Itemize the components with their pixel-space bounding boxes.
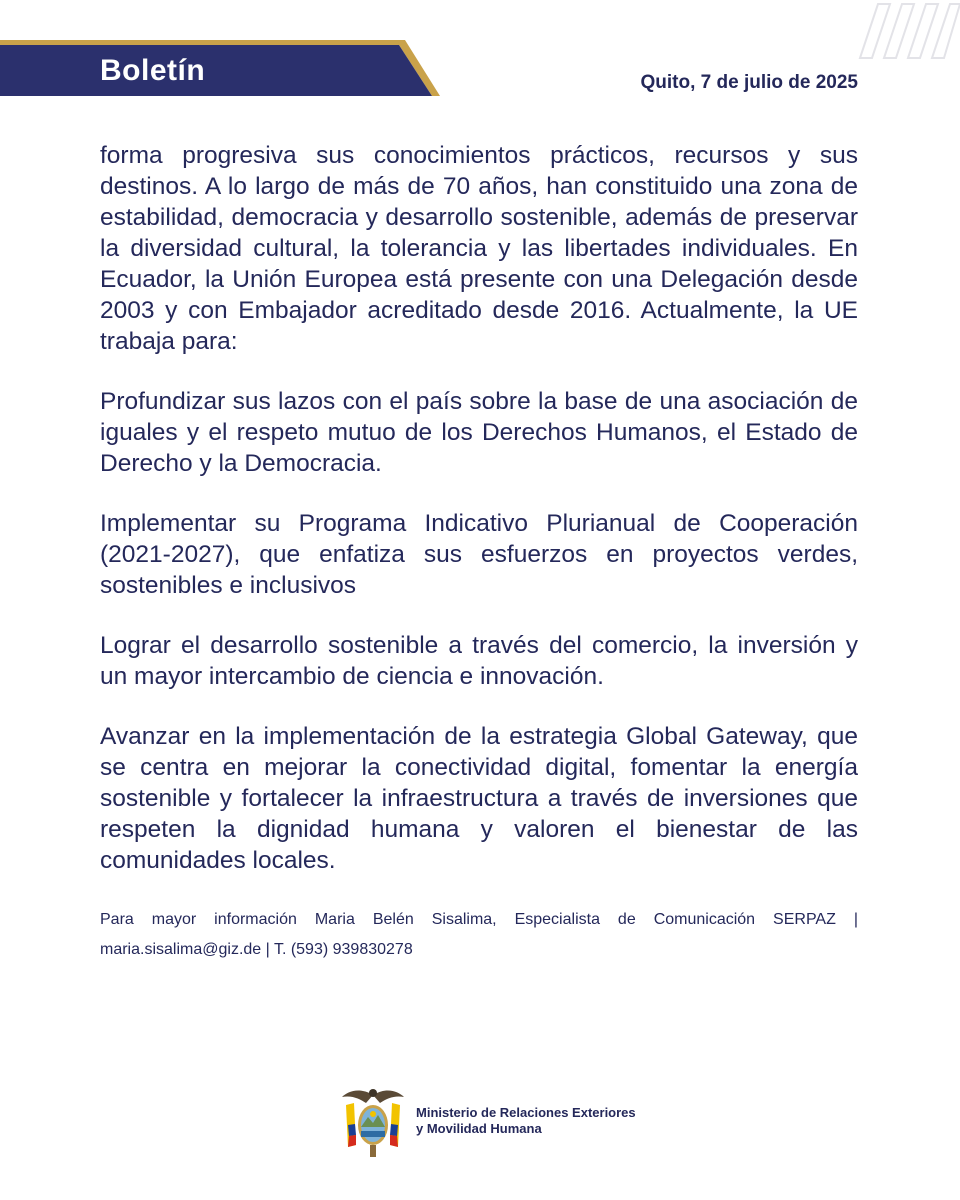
header-banner bbox=[0, 40, 440, 96]
paragraph-development: Lograr el desarrollo sostenible a través del comercio, la inversión y un mayor intercambio de ciencia e innovación. bbox=[100, 632, 858, 690]
paragraph-ties: Profundizar sus lazos con el país sobre la base de una asociación de iguales y el respeto mutuo de los Derechos Humanos, el Estado de Derecho y la Democracia. bbox=[100, 388, 858, 477]
ministry-name-line1: Ministerio de Relaciones Exteriores bbox=[416, 1105, 636, 1120]
paragraph-cooperation: Implementar su Programa Indicativo Plurianual de Cooperación (2021-2027), que enfatiza sus esfuerzos en proyectos verdes, sostenibles e inclusivos bbox=[100, 510, 858, 599]
paragraph-intro: forma progresiva sus conocimientos prácticos, recursos y sus destinos. A lo largo de más de 70 años, han constituido una zona de estabilidad, democracia y desarrollo sostenible, además de preservar la diversidad cultural, la tolerancia y las libertades individuales. En Ecuador, la Unión Europea está presente con una Delegación desde 2003 y con Embajador acreditado desde 2016. Actualmente, la UE trabaja para: bbox=[100, 142, 858, 355]
ministry-name bbox=[416, 1105, 636, 1137]
ministry-footer bbox=[340, 1085, 660, 1165]
banner-shape bbox=[0, 40, 440, 96]
corner-stripes-icon bbox=[850, 0, 960, 62]
bulletin-body bbox=[100, 140, 858, 965]
bulletin-title: Boletín bbox=[100, 54, 206, 87]
contact-info: Para mayor información Maria Belén Sisalima, Especialista de Comunicación SERPAZ | maria.sisalima@giz.de | T. (593) 939830278 bbox=[100, 911, 858, 958]
ministry-name-line2: y Movilidad Humana bbox=[416, 1121, 542, 1136]
bulletin-date: Quito, 7 de julio de 2025 bbox=[640, 72, 858, 93]
paragraph-global-gateway: Avanzar en la implementación de la estrategia Global Gateway, que se centra en mejorar la conectividad digital, fomentar la energía sostenible y fortalecer la infraestructura a través de inversiones que respeten la dignidad humana y valoren el bienestar de las comunidades locales. bbox=[100, 723, 858, 874]
ecuador-coat-of-arms-icon bbox=[340, 1085, 406, 1159]
